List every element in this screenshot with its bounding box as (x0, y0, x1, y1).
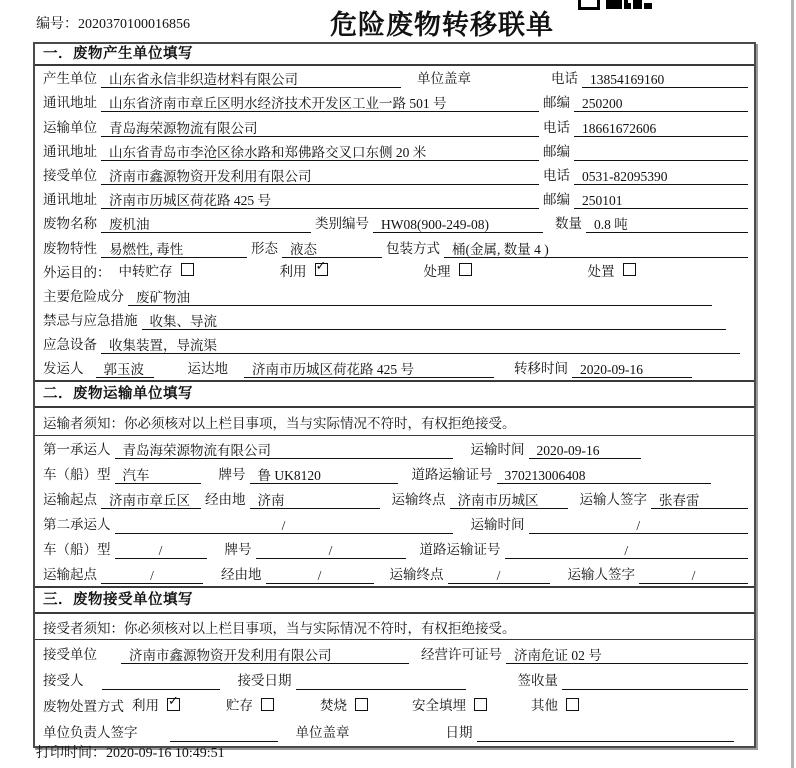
field-label: 形态 (251, 240, 278, 256)
field-label: 车（船）型 (43, 542, 111, 558)
field-label: 应急设备 (43, 337, 97, 353)
field-label: 单位盖章 (417, 71, 471, 87)
field-label: 牌号 (218, 467, 246, 483)
field-value: / (115, 542, 207, 559)
field-blank (477, 725, 735, 742)
section-header: 三．废物接受单位填写 (35, 586, 754, 614)
field-label: 运输起点 (43, 567, 97, 583)
field-label: 接受日期 (237, 673, 292, 689)
field-label: 通讯地址 (43, 95, 97, 111)
field-value: 山东省济南市章丘区明水经济技术开发区工业一路 501 号 (101, 95, 539, 112)
field-label: 电话 (543, 119, 570, 135)
spacer (128, 717, 132, 718)
field-value: 收集、导流 (142, 313, 727, 330)
field-value: 液态 (282, 241, 382, 258)
spacer (180, 717, 226, 718)
spacer (205, 485, 219, 486)
field-label: 接受单位 (43, 647, 97, 663)
field-label: 发运人 (43, 361, 84, 377)
section-notice: 运输者须知：你必须核对以上栏目事项，当与实际情况不符时，有权拒绝接受。 (35, 408, 754, 436)
field-value: 250200 (574, 95, 748, 112)
transfer-form-table (33, 42, 756, 748)
checkbox-option (320, 694, 368, 714)
spacer (475, 89, 551, 90)
spacer (554, 585, 568, 586)
field-label: 主要危险成分 (43, 288, 124, 304)
field-label: 数量 (555, 216, 582, 232)
spacer (744, 355, 752, 356)
form-row (35, 308, 754, 332)
field-label: 接受人 (43, 673, 84, 689)
form-row (35, 486, 754, 511)
field-value: / (505, 542, 749, 559)
spacer (384, 510, 392, 511)
field-label: 类别编号 (315, 216, 369, 232)
field-value: 370213006408 (497, 467, 711, 484)
checkbox-checked-icon (167, 698, 180, 711)
field-value: HW08(900-249-08) (373, 216, 543, 233)
spacer (224, 691, 238, 692)
field-label: 废物特性 (43, 240, 97, 256)
checkbox-unchecked-icon (566, 698, 579, 711)
spacer (101, 665, 121, 666)
checkbox-label: 焚烧 (320, 698, 347, 714)
field-blank (102, 673, 220, 690)
checkbox-unchecked-icon (474, 698, 487, 711)
spacer (115, 283, 119, 284)
spacer (378, 585, 390, 586)
form-row (35, 284, 754, 308)
field-value: 汽车 (115, 467, 201, 484)
spacer (716, 307, 752, 308)
spacer (738, 743, 752, 744)
field-label: 邮编 (543, 192, 570, 208)
field-label: 运输终点 (391, 492, 446, 508)
spacer (194, 283, 280, 284)
field-label: 通讯地址 (43, 192, 97, 208)
checkbox-label: 其他 (531, 698, 558, 714)
field-value: 郭玉波 (96, 361, 154, 378)
spacer (368, 717, 412, 718)
field-label: 运输时间 (470, 442, 525, 458)
field-label: 单位负责人签字 (43, 725, 138, 741)
field-label: 道路运输证号 (419, 542, 501, 558)
field-value: 废矿物油 (128, 289, 712, 306)
field-label: 牌号 (224, 542, 252, 558)
form-section-2 (35, 380, 754, 586)
form-row (35, 561, 754, 586)
section-notice: 接受者须知：你必须核对以上栏目事项，当与实际情况不符时，有权拒绝接受。 (35, 614, 754, 640)
spacer (498, 379, 514, 380)
field-value: 鲁 UK8120 (250, 467, 398, 484)
field-label: 禁忌与应急措施 (43, 313, 138, 329)
spacer (472, 283, 588, 284)
field-label: 运输单位 (43, 119, 97, 135)
form-row (35, 436, 754, 461)
form-row (35, 66, 754, 90)
checkbox-label: 利用 (132, 698, 159, 714)
checkbox-label: 安全填埋 (412, 698, 466, 714)
form-row (35, 114, 754, 138)
field-value: 2020-09-16 (529, 442, 641, 459)
field-value: 山东省永信非织造材料有限公司 (101, 71, 401, 88)
spacer (487, 717, 531, 718)
field-value: / (529, 517, 749, 534)
field-label: 车（船）型 (43, 467, 111, 483)
spacer (274, 717, 320, 718)
field-label: 转移时间 (514, 361, 568, 377)
field-blank (170, 725, 278, 742)
checkbox-option (280, 260, 328, 280)
field-value: 济南危证 02 号 (506, 647, 748, 664)
form-row (35, 260, 754, 284)
qr-code-fragment (578, 0, 652, 10)
spacer (207, 585, 221, 586)
field-label: 电话 (551, 71, 578, 87)
field-value: 13854169160 (582, 71, 748, 88)
spacer (413, 665, 421, 666)
form-section-1 (35, 44, 754, 380)
field-label: 运达地 (187, 361, 228, 377)
field-label: 签收量 (517, 673, 558, 689)
field-value: 济南市章丘区 (101, 492, 201, 509)
field-label: 废物名称 (43, 216, 97, 232)
field-value: / (115, 517, 453, 534)
field-value: 18661672606 (574, 120, 748, 137)
field-value: 桶(金属, 数量 4 ) (444, 241, 748, 258)
field-value: 张春雷 (651, 492, 748, 509)
field-label: 运输终点 (389, 567, 444, 583)
spacer (470, 691, 518, 692)
form-row (35, 356, 754, 380)
field-label: 经由地 (205, 492, 246, 508)
form-row (35, 640, 754, 666)
spacer (354, 743, 446, 744)
field-blank (574, 144, 748, 161)
field-value: / (448, 567, 550, 584)
checkbox-label: 中转贮存 (118, 263, 173, 279)
spacer (232, 379, 244, 380)
page-edge-divider (791, 0, 794, 768)
field-label: 外运目的： (43, 264, 111, 280)
field-label: 运输起点 (43, 492, 97, 508)
field-value: 山东省青岛市李沧区徐水路和郑佛路交叉口东侧 20 米 (101, 144, 539, 161)
field-value: / (266, 567, 374, 584)
checkbox-unchecked-icon (459, 263, 472, 276)
spacer (328, 283, 424, 284)
field-label: 邮编 (543, 95, 570, 111)
form-row (35, 187, 754, 211)
spacer (158, 379, 188, 380)
spacer (405, 89, 417, 90)
field-value: 济南市鑫源物资开发利用有限公司 (121, 647, 409, 664)
form-row (35, 536, 754, 561)
field-label: 通讯地址 (43, 143, 97, 159)
field-label: 接受单位 (43, 167, 97, 183)
form-row (35, 139, 754, 163)
field-label: 包装方式 (386, 240, 440, 256)
field-value: 济南 (250, 492, 380, 509)
field-label: 单位盖章 (295, 725, 350, 741)
spacer (88, 691, 102, 692)
page-title: 危险废物转移联单 (330, 10, 554, 40)
checkbox-unchecked-icon (355, 698, 368, 711)
serial-number: 2020370100016856 (78, 17, 190, 32)
field-value: 收集装置，导流渠 (101, 337, 740, 354)
checkbox-unchecked-icon (181, 263, 194, 276)
checkbox-option (531, 694, 579, 714)
checkbox-checked-icon (315, 263, 328, 276)
field-label: 产生单位 (43, 71, 97, 87)
field-value: / (639, 567, 748, 584)
field-value: 济南市历城区荷花路 425 号 (244, 361, 494, 378)
checkbox-option (424, 260, 472, 280)
checkbox-label: 利用 (279, 263, 307, 279)
checkbox-label: 贮存 (226, 698, 253, 714)
field-blank (296, 673, 466, 690)
section-header: 一．废物产生单位填写 (35, 44, 754, 66)
field-label: 日期 (445, 725, 473, 741)
field-value: 250101 (574, 192, 748, 209)
form-row (35, 90, 754, 114)
form-row (35, 235, 754, 259)
field-label: 道路运输证号 (411, 467, 493, 483)
field-value: 济南市鑫源物资开发利用有限公司 (101, 168, 539, 185)
field-value: 0531-82095390 (574, 168, 748, 185)
print-time-line (36, 742, 225, 762)
checkbox-option (132, 694, 180, 714)
field-label: 邮编 (543, 143, 570, 159)
form-row (35, 211, 754, 235)
spacer (457, 535, 471, 536)
field-label: 经由地 (221, 567, 262, 583)
form-row (35, 718, 754, 744)
form-row (35, 461, 754, 486)
checkbox-option (412, 694, 487, 714)
spacer (282, 743, 296, 744)
form-row (35, 666, 754, 692)
field-value: 济南市历城区 (450, 492, 568, 509)
serial-number-line (36, 13, 190, 33)
spacer (457, 460, 471, 461)
spacer (730, 331, 752, 332)
serial-label: 编号： (36, 17, 78, 32)
field-value: / (101, 567, 203, 584)
field-value: 青岛海荣源物流有限公司 (101, 120, 539, 137)
form-row (35, 332, 754, 356)
print-time-label: 打印时间： (36, 746, 106, 761)
spacer (547, 234, 555, 235)
field-label: 运输人签字 (579, 492, 647, 508)
checkbox-option (588, 260, 636, 280)
spacer (410, 560, 420, 561)
checkbox-unchecked-icon (261, 698, 274, 711)
field-label: 运输时间 (470, 517, 525, 533)
field-value: 易燃性, 毒性 (101, 241, 247, 258)
checkbox-option (226, 694, 274, 714)
field-blank (562, 673, 748, 690)
spacer (211, 560, 225, 561)
section-header: 二．废物运输单位填写 (35, 380, 754, 408)
field-label: 废物处置方式 (43, 699, 124, 715)
checkbox-unchecked-icon (623, 263, 636, 276)
form-section-3 (35, 586, 754, 744)
field-value: 济南市历城区荷花路 425 号 (101, 192, 539, 209)
field-label: 电话 (543, 167, 570, 183)
form-row (35, 511, 754, 536)
spacer (402, 485, 412, 486)
form-row (35, 692, 754, 718)
field-label: 第二承运人 (43, 517, 111, 533)
field-value: 2020-09-16 (572, 361, 692, 378)
checkbox-label: 处置 (587, 263, 615, 279)
checkbox-label: 处理 (423, 263, 451, 279)
field-value: 0.8 吨 (586, 216, 748, 233)
spacer (572, 510, 580, 511)
field-label: 第一承运人 (43, 442, 111, 458)
field-value: 废机油 (101, 216, 311, 233)
field-value: 青岛海荣源物流有限公司 (115, 442, 453, 459)
print-time-value: 2020-09-16 10:49:51 (106, 746, 225, 761)
form-row (35, 163, 754, 187)
spacer (88, 379, 96, 380)
field-label: 经营许可证号 (421, 647, 502, 663)
field-label: 运输人签字 (567, 567, 635, 583)
field-value: / (256, 542, 406, 559)
checkbox-option (119, 260, 194, 280)
